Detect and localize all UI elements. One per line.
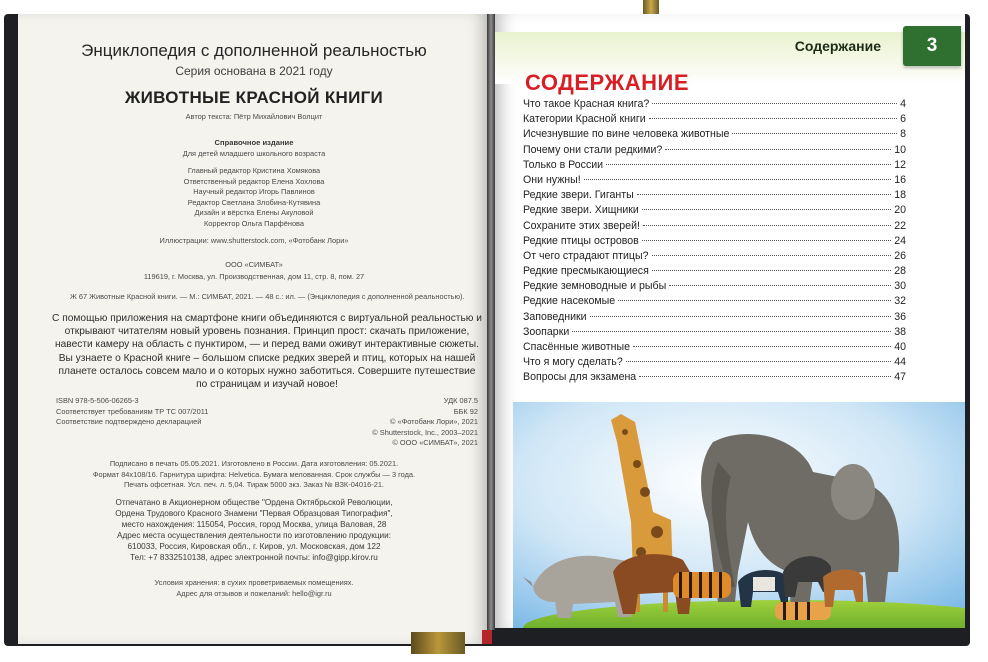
animals-illustration	[513, 402, 965, 628]
toc-leader-dots	[633, 346, 891, 347]
illustrations-credit: Иллюстрации: www.shutterstock.com, «Фотобанк Лори»	[159, 236, 349, 245]
publisher-name: ООО «СИМБАТ»	[225, 260, 283, 269]
toc-leader-dots	[618, 300, 891, 301]
print-line: Печать офсетная. Усл. печ. л. 5,04. Тираж 5000 экз. Заказ № ВЗК-04016-21.	[124, 480, 384, 490]
author-line: Автор текста: Пётр Михайлович Волцит	[185, 112, 323, 121]
toc-entry[interactable]	[523, 326, 906, 341]
section-header: Содержание	[794, 38, 881, 54]
staff-line: Дизайн и вёрстка Елены Акуловой	[194, 208, 314, 218]
storage-line: Адрес для отзывов и пожеланий: hello@igr.ru	[176, 588, 332, 598]
staff-line: Главный редактор Кристина Хомякова	[187, 166, 321, 175]
printhouse-line: Тел: +7 8332510138, адрес электронной почты: info@gipp.kirov.ru	[130, 553, 378, 562]
toc-entry-page: 36	[894, 310, 906, 323]
toc-entry[interactable]	[523, 280, 906, 295]
print-line: Подписано в печать 05.05.2021. Изготовлено в России. Дата изготовления: 05.2021.	[109, 459, 399, 468]
udk-line: ББК 92	[453, 406, 478, 416]
toc-entry-title: Редкие насекомые	[523, 295, 616, 308]
toc-entry-page: 18	[894, 189, 906, 202]
toc-entry-title: Вопросы для экзамена	[523, 371, 637, 384]
staff-line: Корректор Ольга Парфёнова	[203, 218, 305, 228]
bibliographic-record: Ж 67 Животные Красной книги. — М.: СИМБАТ, 2021. — 48 с.: ил. — (Энциклопедия с дополненной реальностью).	[70, 292, 465, 301]
toc-entry-title: Заповедники	[523, 310, 587, 323]
toc-entry-page: 16	[894, 173, 906, 186]
toc-leader-dots	[642, 240, 891, 241]
printhouse-line: место нахождения: 115054, Россия, город Москва, улица Валовая, 28	[121, 520, 387, 529]
print-details	[18, 459, 490, 491]
udk-block	[372, 396, 478, 449]
toc-entry-title: Сохраните этих зверей!	[523, 219, 640, 232]
toc-entry-page: 24	[894, 234, 906, 247]
toc-entry-page: 44	[894, 356, 906, 369]
imprint-page	[18, 14, 490, 644]
toc-entry-page: 38	[894, 325, 906, 338]
udk-line: УДК 087.5	[443, 396, 478, 405]
toc-entry[interactable]	[523, 356, 906, 371]
bookmark-ribbon-bottom	[411, 632, 465, 654]
toc-entry-title: От чего страдают птицы?	[523, 249, 649, 262]
toc-leader-dots	[626, 361, 891, 362]
publisher-address: 119619, г. Москва, ул. Производственная, дом 11, стр. 8, пом. 27	[143, 272, 365, 281]
isbn-block	[56, 396, 208, 428]
toc-entry-page: 10	[894, 143, 906, 156]
printhouse-line: Адрес места осуществления деятельности по изготовлению продукции:	[117, 531, 391, 540]
isbn-line: Соответствует требованиям ТР ТС 007/2011	[56, 406, 209, 416]
table-of-contents	[523, 98, 906, 387]
toc-entry-title: Они нужны!	[523, 173, 581, 186]
toc-leader-dots	[637, 194, 892, 195]
toc-entry[interactable]	[523, 341, 906, 356]
toc-entry-page: 28	[894, 265, 906, 278]
toc-leader-dots	[642, 209, 891, 210]
toc-leader-dots	[652, 103, 897, 104]
audience-line: Для детей младшего школьного возраста	[182, 149, 326, 158]
toc-entry-title: Редкие земноводные и рыбы	[523, 280, 667, 293]
toc-entry-title: Что я могу сделать?	[523, 356, 623, 369]
toc-entry-page: 30	[894, 280, 906, 293]
toc-entry-page: 47	[894, 371, 906, 384]
storage-info	[18, 578, 490, 599]
toc-entry-page: 40	[894, 341, 906, 353]
toc-leader-dots	[606, 164, 891, 165]
toc-entry-page: 20	[894, 204, 906, 217]
toc-entry-title: Редкие птицы островов	[523, 234, 639, 247]
toc-entry-title: Только в России	[523, 158, 604, 171]
toc-entry-title: Редкие звери. Хищники	[523, 204, 639, 217]
staff-line: Ответственный редактор Елена Хохлова	[183, 176, 325, 186]
toc-entry-page: 8	[900, 128, 906, 141]
toc-entry[interactable]	[523, 189, 906, 204]
storage-line: Условия хранения: в сухих проветриваемых помещениях.	[154, 578, 354, 587]
toc-leader-dots	[732, 133, 897, 134]
printhouse-details	[18, 497, 490, 563]
toc-entry[interactable]	[523, 204, 906, 219]
reference-type: Справочное издание	[214, 138, 294, 147]
udk-line: © ООО «СИМБАТ», 2021	[392, 438, 478, 448]
toc-entry[interactable]	[523, 265, 906, 280]
toc-leader-dots	[652, 270, 891, 271]
isbn-line: ISBN 978-5-506-06265-3	[56, 396, 139, 405]
series-note: Серия основана в 2021 году	[175, 64, 333, 78]
page-number-badge: 3	[903, 26, 961, 66]
toc-entry[interactable]	[523, 159, 906, 174]
toc-leader-dots	[665, 149, 891, 150]
book-spine	[487, 14, 495, 630]
toc-entry[interactable]	[523, 371, 906, 386]
toc-entry[interactable]	[523, 311, 906, 326]
staff-line: Редактор Светлана Злобина-Кутявина	[187, 197, 321, 207]
toc-entry[interactable]	[523, 250, 906, 265]
toc-entry-page: 22	[894, 219, 906, 232]
toc-leader-dots	[590, 316, 892, 317]
print-line: Формат 84х108/16. Гарнитура шрифта: Helvetica. Бумага мелованная. Срок службы — 3 года.	[92, 469, 416, 479]
toc-entry-page: 4	[900, 98, 906, 110]
toc-entry-title: Исчезнувшие по вине человека животные	[523, 128, 730, 141]
toc-entry[interactable]	[523, 235, 906, 250]
printhouse-line: 610033, Россия, Кировская обл., г. Киров, ул. Московская, дом 122	[127, 542, 381, 551]
toc-entry[interactable]	[523, 174, 906, 189]
series-title: Энциклопедия с дополненной реальностью	[81, 41, 427, 60]
staff-line: Научный редактор Игорь Павлинов	[193, 187, 315, 197]
toc-entry-title: Редкие пресмыкающиеся	[523, 265, 649, 278]
printhouse-line: Ордена Трудового Красного Знамени "Первая Образцовая Типография",	[115, 509, 393, 518]
toc-entry[interactable]	[523, 98, 906, 113]
toc-entry-page: 32	[894, 295, 906, 308]
toc-entry-page: 26	[894, 249, 906, 262]
book-description: С помощью приложения на смартфоне книги объединяются с виртуальной реальностью и открывают читателям новый уровень познания. Принцип прост: скачать приложение, навести камеру на область с пунктиром, — и перед вами оживут интерактивные сюжеты. Вы узнаете о Красной книге – большом списке редких зверей и птиц, которых на нашей планете осталось совсем мало и о которых нужно заботиться. Совершите путешествие по страницам и изучай новое!	[52, 313, 482, 391]
udk-line: © «Фотобанк Лори», 2021	[390, 417, 478, 427]
toc-entry[interactable]	[523, 144, 906, 159]
contents-page	[495, 14, 965, 628]
toc-leader-dots	[584, 179, 891, 180]
toc-entry[interactable]	[523, 113, 906, 128]
toc-leader-dots	[649, 118, 897, 119]
toc-leader-dots	[572, 331, 891, 332]
toc-entry-title: Спасённые животные	[523, 341, 630, 353]
toc-entry-page: 12	[894, 158, 906, 171]
toc-leader-dots	[639, 376, 891, 377]
book-title: ЖИВОТНЫЕ КРАСНОЙ КНИГИ	[124, 88, 384, 107]
contents-title: СОДЕРЖАНИЕ	[525, 70, 690, 95]
toc-leader-dots	[669, 285, 891, 286]
toc-entry-title: Редкие звери. Гиганты	[523, 189, 634, 202]
toc-entry-title: Что такое Красная книга?	[523, 98, 650, 110]
toc-leader-dots	[643, 225, 891, 226]
isbn-line: Соответствие подтверждено декларацией	[56, 417, 202, 427]
toc-leader-dots	[652, 255, 892, 256]
staff-list	[18, 166, 490, 230]
toc-entry[interactable]	[523, 128, 906, 143]
toc-entry[interactable]	[523, 295, 906, 310]
bookmark-ribbon-red	[482, 630, 492, 644]
toc-entry-title: Почему они стали редкими?	[523, 143, 663, 156]
toc-entry[interactable]	[523, 220, 906, 235]
toc-entry-page: 6	[900, 113, 906, 126]
toc-entry-title: Категории Красной книги	[523, 113, 646, 126]
toc-entry-title: Зоопарки	[523, 325, 570, 338]
udk-line: © Shutterstock, Inc., 2003–2021	[372, 427, 478, 437]
printhouse-line: Отпечатано в Акционерном обществе "Ордена Октябрьской Революции,	[115, 498, 393, 507]
